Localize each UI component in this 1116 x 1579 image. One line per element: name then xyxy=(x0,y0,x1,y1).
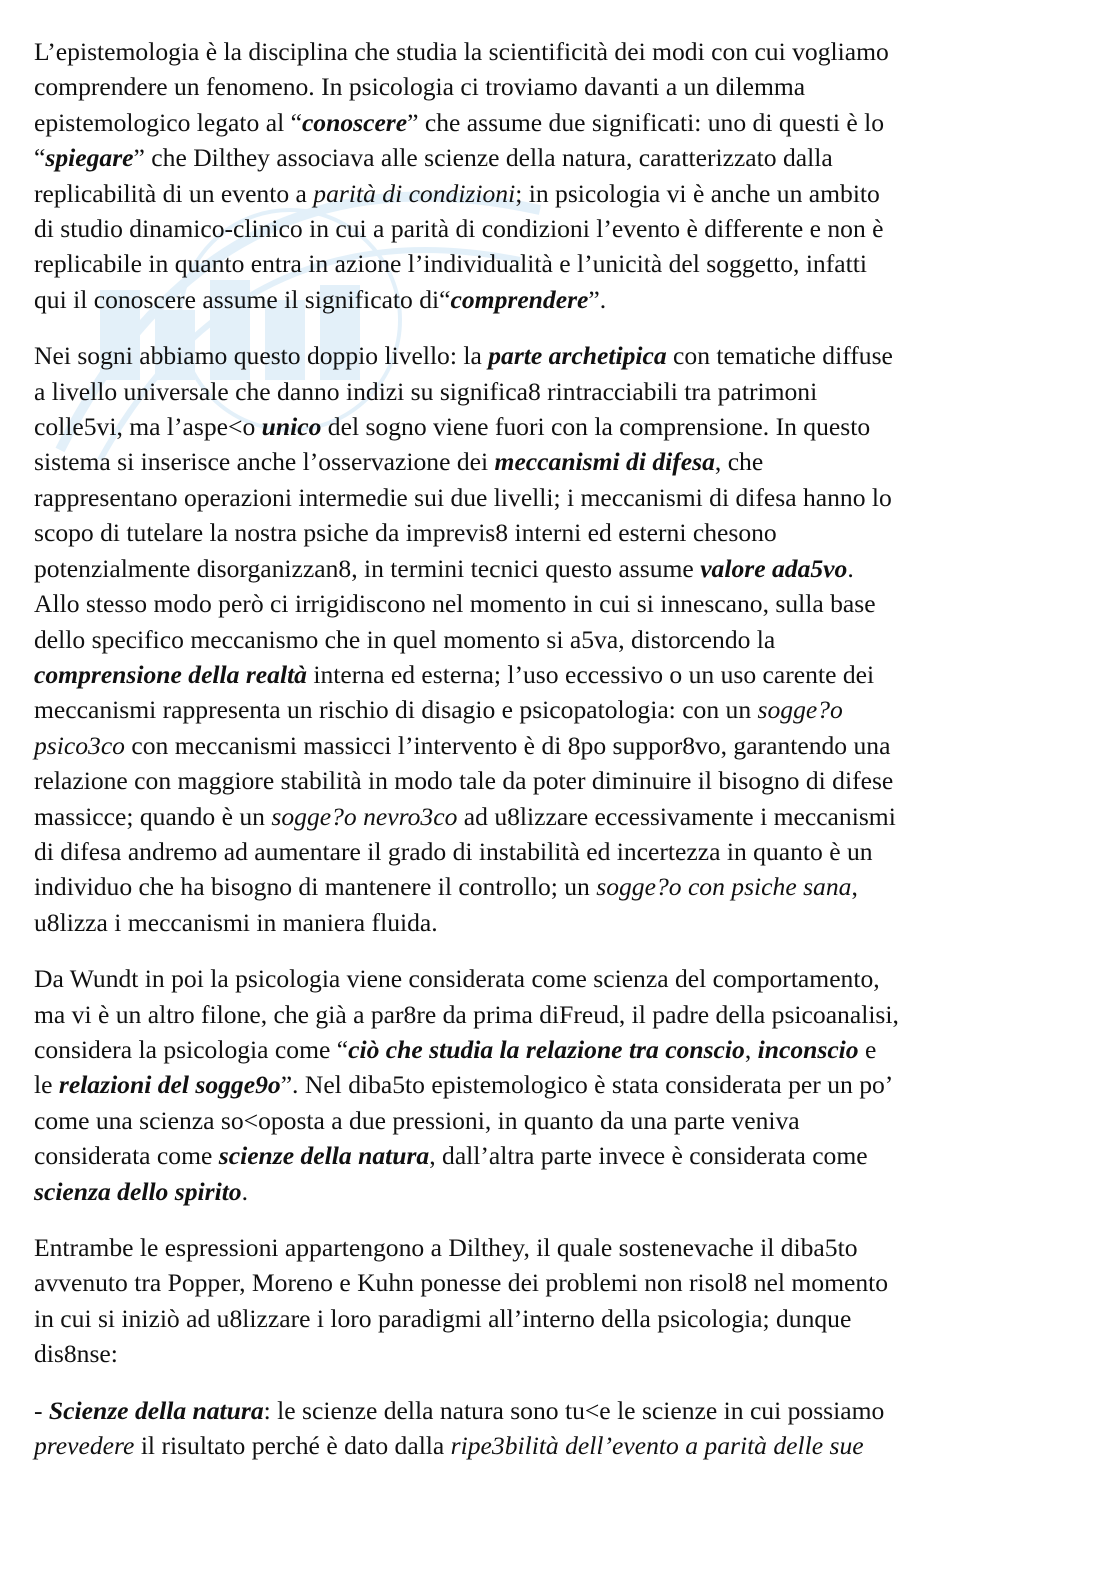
emphasis-term: scienze della natura xyxy=(218,1141,430,1171)
text-line xyxy=(34,997,1044,1032)
text-line xyxy=(34,338,1044,373)
text-run: scopo di tutelare la nostra psiche da imprevis8 interni ed esterni chesono xyxy=(34,518,777,548)
text-run: comprendere un fenomeno. In psicologia ci troviamo davanti a un dilemma xyxy=(34,72,806,102)
document-body xyxy=(34,34,1044,1484)
italic-phrase: prevedere xyxy=(34,1431,135,1461)
text-run: ; in psicologia vi è anche un ambito xyxy=(515,178,880,208)
paragraph xyxy=(34,338,1044,940)
text-run: , xyxy=(851,872,858,902)
text-line xyxy=(34,69,1044,104)
text-run: in cui si iniziò ad u8lizzare i loro paradigmi all’interno della psicologia; dunque xyxy=(34,1303,852,1333)
italic-phrase: psico3co xyxy=(34,730,125,760)
text-run: rappresentano operazioni intermedie sui due livelli; i meccanismi di difesa hanno lo xyxy=(34,482,892,512)
text-line xyxy=(34,282,1044,317)
text-run: come una scienza so<oposta a due pressioni, in quanto da una parte veniva xyxy=(34,1105,800,1135)
text-run: del sogno viene fuori con la comprensione. In questo xyxy=(321,412,871,442)
emphasis-term: comprensione della realtà xyxy=(34,659,307,689)
text-line xyxy=(34,1067,1044,1102)
text-line xyxy=(34,763,1044,798)
paragraph xyxy=(34,1393,1044,1464)
text-line xyxy=(34,905,1044,940)
text-run: ” che assume due significati: uno di questi è lo xyxy=(407,107,885,137)
text-line xyxy=(34,728,1044,763)
text-line xyxy=(34,1103,1044,1138)
text-run: dello specifico meccanismo che in quel momento si a5va, distorcendo la xyxy=(34,624,776,654)
text-run: colle5vi, ma l’aspe<o xyxy=(34,412,262,442)
text-line xyxy=(34,1428,1044,1463)
italic-phrase: sogge?o nevro3co xyxy=(271,801,458,831)
text-run: , dall’altra parte invece è considerata come xyxy=(429,1141,868,1171)
text-run: di studio dinamico-clinico in cui a parità di condizioni l’evento è differente e non è xyxy=(34,214,884,244)
emphasis-term: spiegare xyxy=(45,143,134,173)
text-line xyxy=(34,409,1044,444)
italic-phrase: sogge?o xyxy=(757,695,843,725)
text-run: con tematiche diffuse xyxy=(666,341,893,371)
text-run: L’epistemologia è la disciplina che studia la scientificità dei modi con cui vogliamo xyxy=(34,37,889,66)
text-line xyxy=(34,586,1044,621)
text-run: . xyxy=(241,1176,249,1206)
text-run: e xyxy=(858,1034,877,1064)
emphasis-term: ciò che studia la relazione tra conscio xyxy=(348,1034,745,1064)
text-run: u8lizza i meccanismi in maniera fluida. xyxy=(34,907,438,937)
text-run: massicce; quando è un xyxy=(34,801,272,831)
text-line xyxy=(34,834,1044,869)
italic-phrase: parità di condizioni xyxy=(313,178,516,208)
text-run: sistema si inserisce anche l’osservazione dei xyxy=(34,447,495,477)
text-run: replicabilità di un evento a xyxy=(34,178,314,208)
paragraph xyxy=(34,1230,1044,1372)
text-run: Nei sogni abbiamo questo doppio livello: la xyxy=(34,341,489,371)
text-line xyxy=(34,622,1044,657)
text-run: individuo che ha bisogno di mantenere il controllo; un xyxy=(34,872,597,902)
text-run: a livello universale che danno indizi su significa8 rintracciabili tra patrimoni xyxy=(34,376,818,406)
text-run: con meccanismi massicci l’intervento è di 8po suppor8vo, garantendo una xyxy=(124,730,891,760)
text-run: , xyxy=(744,1034,758,1064)
emphasis-term: Scienze della natura xyxy=(48,1395,264,1425)
text-run: le xyxy=(34,1070,59,1100)
text-line xyxy=(34,551,1044,586)
text-run: interna ed esterna; l’uso eccessivo o un uso carente dei xyxy=(306,659,875,689)
text-run: considera la psicologia come “ xyxy=(34,1034,349,1064)
text-line xyxy=(34,140,1044,175)
emphasis-term: meccanismi di difesa xyxy=(494,447,715,477)
text-run: Entrambe le espressioni appartengono a Dilthey, il quale sostenevache il diba5to xyxy=(34,1233,858,1262)
emphasis-term: comprendere xyxy=(450,284,589,314)
text-line xyxy=(34,657,1044,692)
emphasis-term: conoscere xyxy=(301,107,408,137)
text-line xyxy=(34,1393,1044,1428)
text-run: di difesa andremo ad aumentare il grado di instabilità ed incertezza in quanto è un xyxy=(34,836,873,866)
text-line xyxy=(34,374,1044,409)
text-line xyxy=(34,799,1044,834)
text-line xyxy=(34,961,1044,996)
emphasis-term: valore ada5vo xyxy=(700,553,848,583)
emphasis-term: parte archetipica xyxy=(488,341,667,371)
text-line xyxy=(34,211,1044,246)
paragraph xyxy=(34,961,1044,1209)
text-run: : le scienze della natura sono tu<e le scienze in cui possiamo xyxy=(263,1395,885,1425)
text-run: “ xyxy=(34,143,46,173)
text-line xyxy=(34,1265,1044,1300)
text-line xyxy=(34,1301,1044,1336)
text-run: qui il conoscere assume il significato di“ xyxy=(34,284,451,314)
text-line xyxy=(34,1230,1044,1265)
text-run: . xyxy=(847,553,854,583)
italic-phrase: ripe3bilità dell’evento a parità delle sue xyxy=(450,1431,864,1461)
emphasis-term: scienza dello spirito xyxy=(34,1176,242,1206)
text-line xyxy=(34,480,1044,515)
text-line xyxy=(34,1336,1044,1371)
text-line xyxy=(34,869,1044,904)
text-run: Allo stesso modo però ci irrigidiscono nel momento in cui si innescano, sulla base xyxy=(34,589,876,619)
text-run: Da Wundt in poi la psicologia viene considerata come scienza del comportamento, xyxy=(34,964,880,994)
italic-phrase: sogge?o con psiche sana xyxy=(596,872,852,902)
text-line xyxy=(34,444,1044,479)
text-line xyxy=(34,1138,1044,1173)
emphasis-term: unico xyxy=(261,412,322,442)
text-run: il risultato perché è dato dalla xyxy=(134,1431,451,1461)
text-line xyxy=(34,692,1044,727)
text-run: replicabile in quanto entra in azione l’individualità e l’unicità del soggetto, infatti xyxy=(34,249,867,279)
text-run: epistemologico legato al “ xyxy=(34,107,302,137)
paragraph xyxy=(34,34,1044,317)
text-run: meccanismi rappresenta un rischio di disagio e psicopatologia: con un xyxy=(34,695,758,725)
text-run: ma vi è un altro filone, che già a par8re da prima diFreud, il padre della psicoanalisi, xyxy=(34,999,899,1029)
emphasis-term: inconscio xyxy=(757,1034,859,1064)
text-run: - xyxy=(34,1395,49,1425)
text-run: relazione con maggiore stabilità in modo tale da poter diminuire il bisogno di difese xyxy=(34,766,894,796)
text-line xyxy=(34,246,1044,281)
text-line xyxy=(34,1174,1044,1209)
text-run: avvenuto tra Popper, Moreno e Kuhn ponesse dei problemi non risol8 nel momento xyxy=(34,1268,889,1298)
text-run: ”. Nel diba5to epistemologico è stata considerata per un po’ xyxy=(280,1070,894,1100)
text-line xyxy=(34,105,1044,140)
text-line xyxy=(34,176,1044,211)
text-line xyxy=(34,1032,1044,1067)
emphasis-term: relazioni del sogge9o xyxy=(58,1070,281,1100)
text-line xyxy=(34,34,1044,69)
text-run: , che xyxy=(714,447,764,477)
text-run: considerata come xyxy=(34,1141,219,1171)
text-run: ad u8lizzare eccessivamente i meccanismi xyxy=(457,801,896,831)
text-run: potenzialmente disorganizzan8, in termini tecnici questo assume xyxy=(34,553,701,583)
text-run: ”. xyxy=(588,284,607,314)
text-run: ” che Dilthey associava alle scienze della natura, caratterizzato dalla xyxy=(133,143,833,173)
text-run: dis8nse: xyxy=(34,1339,118,1369)
text-line xyxy=(34,515,1044,550)
